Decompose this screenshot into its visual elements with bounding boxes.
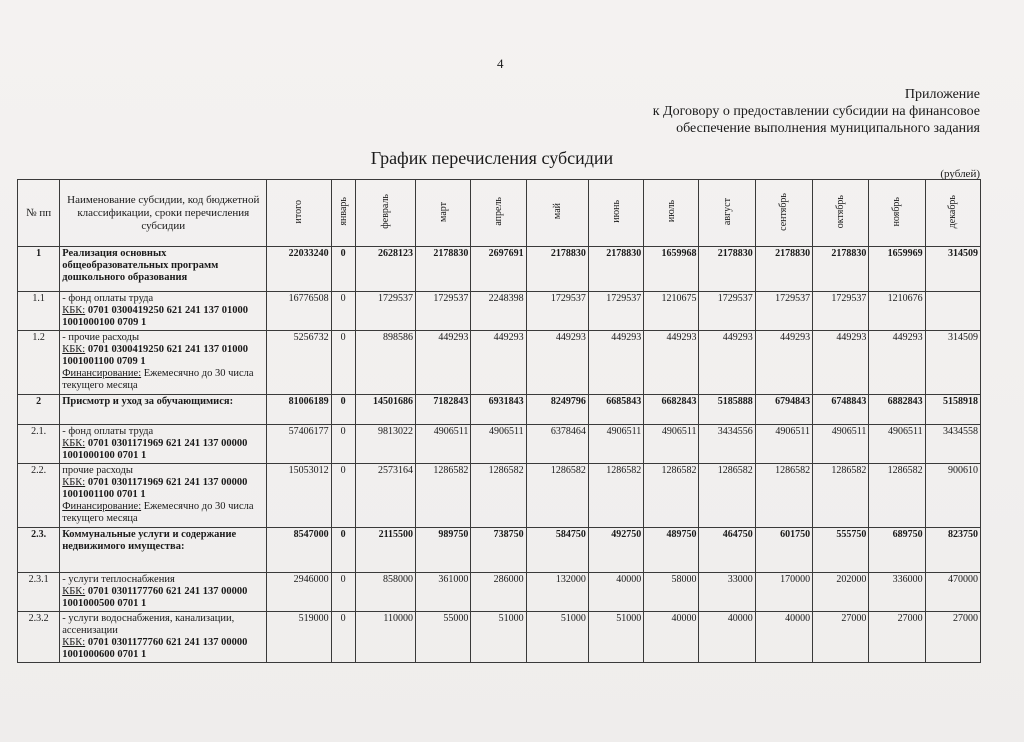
value-cell: 336000 [869, 573, 925, 612]
value-cell: 286000 [471, 573, 526, 612]
kbk-label: КБК: [62, 477, 86, 488]
page-number: 4 [497, 56, 504, 71]
row-number: 1 [18, 247, 60, 292]
value-cell: 6882843 [869, 395, 925, 425]
value-cell: 314509 [925, 331, 980, 395]
value-cell: 6748843 [813, 395, 869, 425]
kbk-code [62, 344, 264, 368]
value-cell: 464750 [699, 528, 755, 573]
value-cell: 2178830 [416, 247, 471, 292]
kbk-label: КБК: [62, 344, 86, 355]
value-cell: 4906511 [471, 425, 526, 464]
value-cell: 1286582 [869, 464, 925, 528]
value-cell: 0 [331, 247, 355, 292]
value-cell: 449293 [471, 331, 526, 395]
value-cell: 110000 [355, 612, 415, 663]
value-cell: 1286582 [588, 464, 643, 528]
value-cell: 6682843 [644, 395, 699, 425]
value-cell: 1729537 [699, 292, 755, 331]
kbk-code [62, 438, 264, 462]
header-month: октябрь [813, 180, 869, 247]
row-name: прочие расходы [62, 465, 133, 476]
value-cell: 0 [331, 612, 355, 663]
value-cell: 14501686 [355, 395, 415, 425]
value-cell: 170000 [755, 573, 812, 612]
value-cell: 858000 [355, 573, 415, 612]
value-cell: 519000 [267, 612, 331, 663]
value-cell: 449293 [644, 331, 699, 395]
row-name-cell [60, 464, 267, 528]
row-name: Реализация основных общеобразовательных программ дошкольного образования [62, 248, 219, 283]
header-month: июль [644, 180, 699, 247]
row-name: - услуги теплоснабжения [62, 574, 175, 585]
value-cell: 8249796 [526, 395, 588, 425]
value-cell: 1286582 [699, 464, 755, 528]
header-month: февраль [355, 180, 415, 247]
value-cell: 2178830 [526, 247, 588, 292]
row-name-cell [60, 395, 267, 425]
row-name: Коммунальные услуги и содержание недвижимого имущества: [62, 529, 237, 552]
title-text: График перечисления субсидии [370, 148, 614, 168]
header-month: август [699, 180, 755, 247]
value-cell: 4906511 [588, 425, 643, 464]
row-number: 2.1. [18, 425, 60, 464]
financing-label: Финансирование: [62, 501, 142, 512]
value-cell: 1729537 [526, 292, 588, 331]
value-cell: 361000 [416, 573, 471, 612]
value-cell: 40000 [755, 612, 812, 663]
value-cell: 40000 [699, 612, 755, 663]
value-cell: 1286582 [755, 464, 812, 528]
header-month: итого [267, 180, 331, 247]
value-cell: 81006189 [267, 395, 331, 425]
value-cell: 898586 [355, 331, 415, 395]
financing-note [62, 501, 264, 525]
appendix-line: к Договору о предоставлении субсидии на финансовое [652, 104, 980, 119]
value-cell: 1729537 [755, 292, 812, 331]
value-cell: 8547000 [267, 528, 331, 573]
kbk-label: КБК: [62, 586, 86, 597]
kbk-value: 0701 0300419250 621 241 137 01000 1001000100 0709 1 [62, 305, 248, 328]
value-cell: 132000 [526, 573, 588, 612]
kbk-code [62, 477, 264, 501]
row-name: - фонд оплаты труда [62, 293, 154, 304]
value-cell: 314509 [925, 247, 980, 292]
row-number: 2.3. [18, 528, 60, 573]
value-cell: 4906511 [869, 425, 925, 464]
header-month: декабрь [925, 180, 980, 247]
value-cell: 51000 [526, 612, 588, 663]
row-name: - фонд оплаты труда [62, 426, 154, 437]
value-cell: 2178830 [699, 247, 755, 292]
value-cell: 2697691 [471, 247, 526, 292]
value-cell: 1286582 [813, 464, 869, 528]
value-cell: 9813022 [355, 425, 415, 464]
value-cell: 202000 [813, 573, 869, 612]
row-number: 1.1 [18, 292, 60, 331]
value-cell: 1729537 [588, 292, 643, 331]
value-cell: 584750 [526, 528, 588, 573]
value-cell: 57406177 [267, 425, 331, 464]
kbk-value: 0701 0300419250 621 241 137 01000 1001001100 0709 1 [62, 344, 248, 367]
table-body [18, 247, 981, 663]
value-cell: 4906511 [813, 425, 869, 464]
value-cell: 0 [331, 464, 355, 528]
value-cell: 33000 [699, 573, 755, 612]
header-month: июнь [588, 180, 643, 247]
value-cell: 2178830 [813, 247, 869, 292]
kbk-code [62, 305, 264, 329]
value-cell: 22033240 [267, 247, 331, 292]
value-cell: 5158918 [925, 395, 980, 425]
value-cell: 3434556 [699, 425, 755, 464]
row-name-cell [60, 247, 267, 292]
table-row [18, 573, 981, 612]
header-month: январь [331, 180, 355, 247]
value-cell: 51000 [471, 612, 526, 663]
header-month: ноябрь [869, 180, 925, 247]
kbk-value: 0701 0301177760 621 241 137 00000 1001000500 0701 1 [62, 586, 248, 609]
value-cell: 4906511 [416, 425, 471, 464]
appendix-line: обеспечение выполнения муниципального задания [676, 121, 980, 136]
value-cell: 1286582 [416, 464, 471, 528]
financing-value: Ежемесячно до 30 числа текущего месяца [62, 501, 254, 524]
row-name: Присмотр и уход за обучающимися: [62, 396, 234, 407]
value-cell: 1659968 [644, 247, 699, 292]
value-cell: 1286582 [471, 464, 526, 528]
document-title [0, 148, 1024, 169]
value-cell: 15053012 [267, 464, 331, 528]
value-cell: 1210676 [869, 292, 925, 331]
value-cell: 449293 [526, 331, 588, 395]
value-cell: 0 [331, 528, 355, 573]
value-cell: 1729537 [813, 292, 869, 331]
appendix-line: Приложение [904, 87, 980, 102]
header-month: май [526, 180, 588, 247]
value-cell: 823750 [925, 528, 980, 573]
value-cell: 470000 [925, 573, 980, 612]
value-cell: 55000 [416, 612, 471, 663]
value-cell: 2178830 [588, 247, 643, 292]
value-cell: 0 [331, 331, 355, 395]
value-cell: 0 [331, 292, 355, 331]
value-cell: 601750 [755, 528, 812, 573]
value-cell: 6794843 [755, 395, 812, 425]
table-row [18, 528, 981, 573]
value-cell: 2178830 [755, 247, 812, 292]
value-cell: 27000 [813, 612, 869, 663]
kbk-code [62, 637, 264, 661]
value-cell: 449293 [869, 331, 925, 395]
value-cell: 4906511 [644, 425, 699, 464]
value-cell: 2628123 [355, 247, 415, 292]
table-row [18, 612, 981, 663]
value-cell: 0 [331, 395, 355, 425]
kbk-value: 0701 0301177760 621 241 137 00000 1001000600 0701 1 [62, 637, 248, 660]
value-cell: 7182843 [416, 395, 471, 425]
table-row [18, 292, 981, 331]
value-cell: 0 [331, 425, 355, 464]
table-row [18, 395, 981, 425]
header-month: апрель [471, 180, 526, 247]
kbk-value: 0701 0301171969 621 241 137 00000 1001000100 0701 1 [62, 438, 248, 461]
value-cell: 449293 [416, 331, 471, 395]
row-name: - услуги водоснабжения, канализации, ассенизации [62, 613, 235, 636]
value-cell: 2115500 [355, 528, 415, 573]
row-number: 2.3.1 [18, 573, 60, 612]
row-number: 2 [18, 395, 60, 425]
value-cell: 449293 [813, 331, 869, 395]
row-name: - прочие расходы [62, 332, 139, 343]
value-cell: 492750 [588, 528, 643, 573]
value-cell: 27000 [869, 612, 925, 663]
value-cell: 1210675 [644, 292, 699, 331]
value-cell: 5256732 [267, 331, 331, 395]
value-cell: 2573164 [355, 464, 415, 528]
row-name-cell [60, 612, 267, 663]
kbk-label: КБК: [62, 637, 86, 648]
value-cell: 1729537 [355, 292, 415, 331]
kbk-label: КБК: [62, 438, 86, 449]
appendix-header [580, 86, 980, 137]
unit-label: (рублей) [940, 168, 980, 180]
kbk-code [62, 586, 264, 610]
financing-note [62, 368, 264, 392]
value-cell: 2248398 [471, 292, 526, 331]
value-cell: 738750 [471, 528, 526, 573]
row-name-cell [60, 331, 267, 395]
financing-label: Финансирование: [62, 368, 142, 379]
value-cell: 58000 [644, 573, 699, 612]
value-cell: 6378464 [526, 425, 588, 464]
value-cell: 449293 [588, 331, 643, 395]
row-number: 1.2 [18, 331, 60, 395]
table-header-row [18, 180, 981, 247]
table-row [18, 425, 981, 464]
value-cell: 16776508 [267, 292, 331, 331]
value-cell: 1286582 [526, 464, 588, 528]
value-cell: 489750 [644, 528, 699, 573]
header-month: сентябрь [755, 180, 812, 247]
value-cell: 40000 [644, 612, 699, 663]
table-row [18, 331, 981, 395]
value-cell: 900610 [925, 464, 980, 528]
value-cell: 0 [331, 573, 355, 612]
row-name-cell [60, 573, 267, 612]
table-row [18, 464, 981, 528]
row-number: 2.2. [18, 464, 60, 528]
value-cell: 51000 [588, 612, 643, 663]
row-name-cell [60, 292, 267, 331]
financing-value: Ежемесячно до 30 числа текущего месяца [62, 368, 254, 391]
table-row [18, 247, 981, 292]
value-cell: 449293 [699, 331, 755, 395]
value-cell: 27000 [925, 612, 980, 663]
value-cell: 5185888 [699, 395, 755, 425]
value-cell: 1286582 [644, 464, 699, 528]
value-cell: 555750 [813, 528, 869, 573]
value-cell: 6931843 [471, 395, 526, 425]
row-number: 2.3.2 [18, 612, 60, 663]
kbk-label: КБК: [62, 305, 86, 316]
value-cell: 4906511 [755, 425, 812, 464]
value-cell: 3434558 [925, 425, 980, 464]
header-month: март [416, 180, 471, 247]
header-name: Наименование субсидии, код бюджетной классификации, сроки перечисления субсидии [60, 180, 267, 247]
value-cell: 1659969 [869, 247, 925, 292]
value-cell: 449293 [755, 331, 812, 395]
subsidy-schedule-table [17, 179, 981, 663]
value-cell: 689750 [869, 528, 925, 573]
value-cell: 6685843 [588, 395, 643, 425]
value-cell [925, 292, 980, 331]
value-cell: 40000 [588, 573, 643, 612]
value-cell: 1729537 [416, 292, 471, 331]
value-cell: 989750 [416, 528, 471, 573]
kbk-value: 0701 0301171969 621 241 137 00000 1001001100 0701 1 [62, 477, 248, 500]
row-name-cell [60, 528, 267, 573]
header-num: № пп [18, 180, 60, 247]
value-cell: 2946000 [267, 573, 331, 612]
row-name-cell [60, 425, 267, 464]
